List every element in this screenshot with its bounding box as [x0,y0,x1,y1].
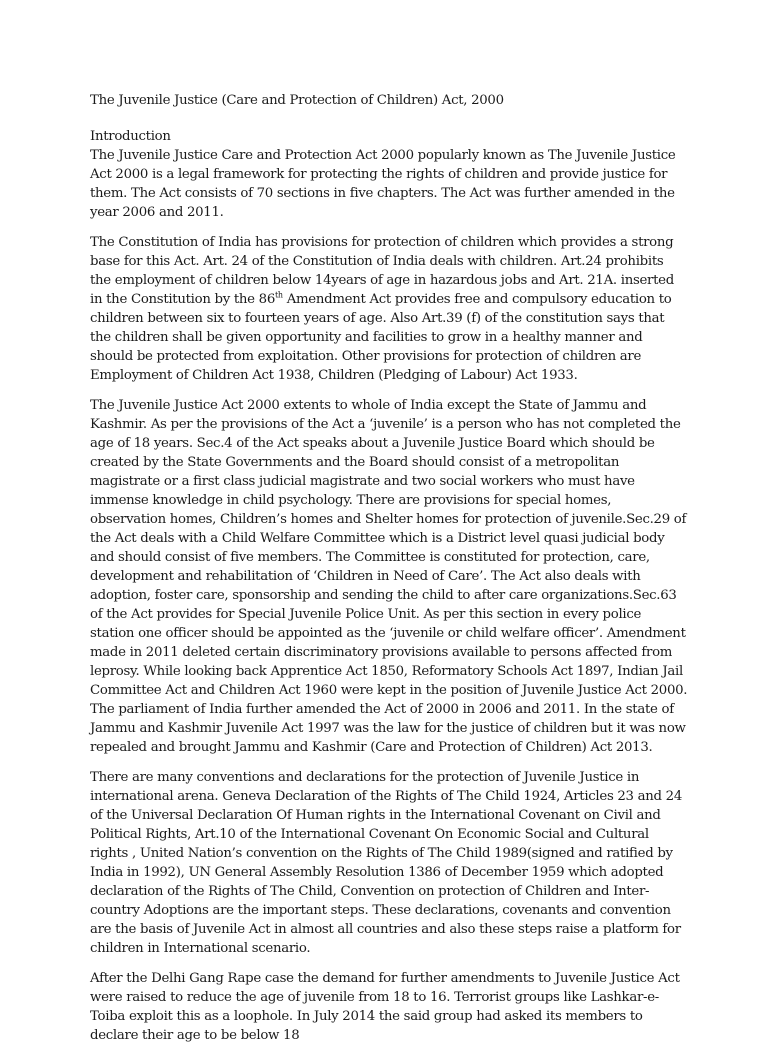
introduction-heading: Introduction [90,129,171,144]
paragraph-scope: The Juvenile Justice Act 2000 extents to whole of India except the State of Jammu and Kashmir. As per the provisions of the Act a ‘juvenile’ is a person who has not completed the age of 18 years. Sec.4 of the Act speaks about a Juvenile Justice Board which should be created by the State Governments and the Board should consist of a metropolitan magistrate or a first class judicial magistrate and two social workers who must have immense knowledge in child psychology. There are provisions for special homes, observation homes, Children’s homes and Shelter homes for protection of juvenile.Sec.29 of the Act deals with a Child Welfare Committee which is a District level quasi judicial body and should consist of five members. The Committee is constituted for protection, care, development and rehabilitation of ‘Children in Need of Care’. The Act also deals with adoption, foster care, sponsorship and sending the child to after care organizations.Sec.63 of the Act provides for Special Juvenile Police Unit. As per this section in every police station one officer should be appointed as the ‘juvenile or child welfare officer’. Amendment made in 2011 deleted certain discriminatory provisions available to persons affected from leprosy. While looking back Apprentice Act 1850, Reformatory Schools Act 1897, Indian Jail Committee Act and Children Act 1960 were kept in the position of Juvenile Justice Act 2000. The parliament of India further amended the Act of 2000 in 2006 and 2011. In the state of Jammu and Kashmir Juvenile Act 1997 was the law for the justice of children but it was now repealed and brought Jammu and Kashmir (Care and Protection of Children) Act 2013. [90,398,688,755]
document-title: The Juvenile Justice (Care and Protection of Children) Act, 2000 [90,93,504,108]
paragraph-constitution [90,233,688,385]
ordinal-superscript: th [274,290,283,300]
paragraph-intro: The Juvenile Justice Care and Protection Act 2000 popularly known as The Juvenile Justice Act 2000 is a legal framework for protecting the rights of children and provide justice for them. The Act consists of 70 sections in five chapters. The Act was further amended in the year 2006 and 2011. [90,148,676,220]
paragraph-conventions: There are many conventions and declarations for the protection of Juvenile Justice in international arena. Geneva Declaration of the Rights of The Child 1924, Articles 23 and 24 of the Universal Declaration Of Human rights in the International Covenant on Civil and Political Rights, Art.10 of the International Covenant On Economic Social and Cultural rights , United Nation’s convention on the Rights of The Child 1989(signed and ratified by India in 1992), UN General Assembly Resolution 1386 of December 1959 which adopted declaration of the Rights of The Child, Convention on protection of Children and Inter-country Adoptions are the important steps. These declarations, covenants and convention are the basis of Juvenile Act in almost all countries and also these steps raise a platform for children in International scenario. [90,770,682,956]
constitution-text-part2: Amendment Act provides free and compulsory education to children between six to fourteen [90,292,672,326]
constitution-text-part1: The Constitution of India has provisions for protection of children which provides a strong base for this Act. Art. 24 of the Constitution of India deals with children. Art.24 prohibits the employment of children below 14years of age in hazardous jobs and Art. 21A. inserted in the Constitution by the 86 [90,235,674,307]
paragraph-amendments: After the Delhi Gang Rape case the demand for further amendments to Juvenile Justice Act were raised to reduce the age of juvenile from 18 to 16. Terrorist groups like Lashkar-e-Toiba exploit this as a loophole. In July 2014 the said group had asked its members to declare their age to be below 18 [90,971,680,1043]
constitution-text-part3: years of age. Also Art.39 (f) of the constitution says that the children shall be given opportunity and facilities to grow in a healthy manner and should be protected from exploitation. Other provisions for protection of children are Employment of Children Act 1938, Children (Pledging of Labour) Act 1933. [90,311,665,383]
